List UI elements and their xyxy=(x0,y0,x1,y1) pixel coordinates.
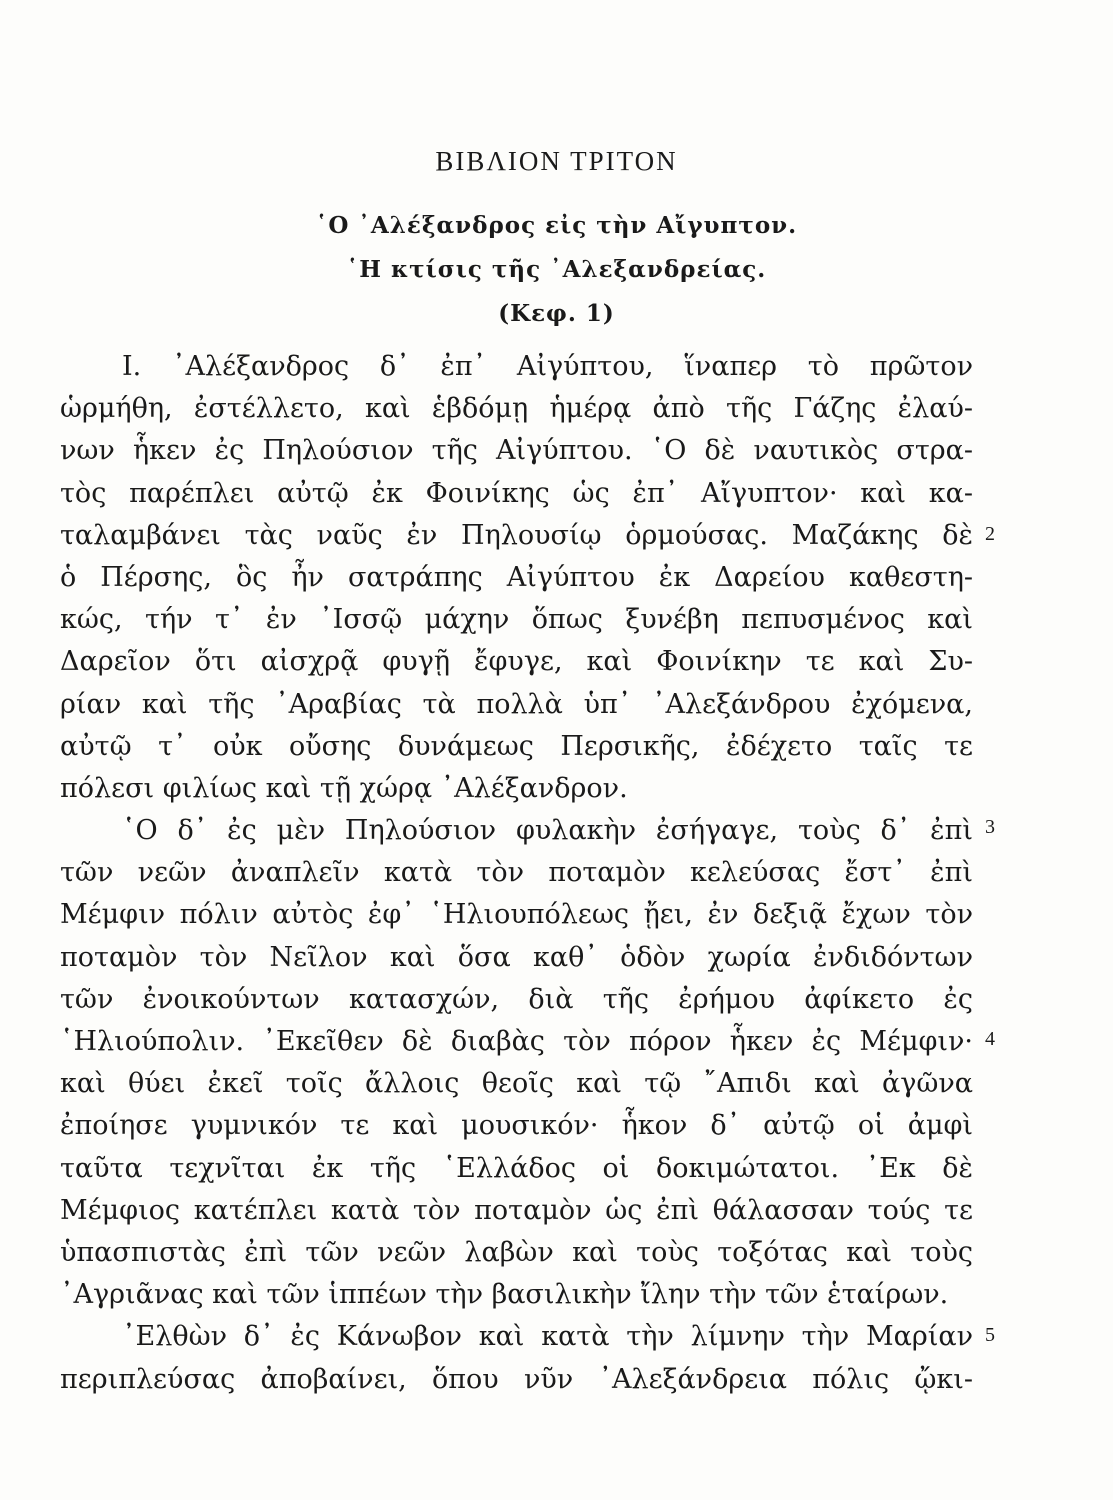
text-line: ποταμὸν τὸν Νεῖλον καὶ ὅσα καθ᾿ ὁδὸν χωρία ἐνδιδόντων xyxy=(60,941,973,973)
text-line: καὶ θύει ἐκεῖ τοῖς ἄλλοις θεοῖς καὶ τῷ ῎Απιδι καὶ ἀγῶνα xyxy=(60,1068,973,1100)
chapter-heading: ῾Ο ᾿Αλέξανδρος εἰς τὴν Αἴγυπτον. xyxy=(315,212,798,239)
section-number: 2 xyxy=(985,523,995,545)
text-line: ὑπασπιστὰς ἐπὶ τῶν νεῶν λαβὼν καὶ τοὺς τοξότας καὶ τοὺς xyxy=(60,1236,973,1268)
section-number: 4 xyxy=(985,1028,995,1050)
section-number: 3 xyxy=(985,816,995,838)
text-line: ὁ Πέρσης, ὃς ἦν σατράπης Αἰγύπτου ἐκ Δαρείου καθεστη- xyxy=(60,561,973,593)
text-line: νων ἧκεν ἐς Πηλούσιον τῆς Αἰγύπτου. ῾Ο δὲ ναυτικὸς στρα- xyxy=(60,435,973,467)
text-line: ὡρμήθη, ἐστέλλετο, καὶ ἑβδόμῃ ἡμέρᾳ ἀπὸ τῆς Γάζης ἐλαύ- xyxy=(60,393,973,425)
text-line: αὐτῷ τ᾿ οὐκ οὔσης δυνάμεως Περσικῆς, ἐδέχετο ταῖς τε xyxy=(60,730,973,762)
text-line: τὸς παρέπλει αὐτῷ ἐκ Φοινίκης ὡς ἐπ᾿ Αἴγυπτον· καὶ κα- xyxy=(60,477,973,509)
text-line: Δαρεῖον ὅτι αἰσχρᾷ φυγῇ ἔφυγε, καὶ Φοινίκην τε καὶ Συ- xyxy=(60,646,973,678)
text-line: πόλεσι φιλίως καὶ τῇ χώρᾳ ᾿Αλέξανδρον. xyxy=(60,772,628,804)
text-line: ῾Ηλιούπολιν. ᾿Εκεῖθεν δὲ διαβὰς τὸν πόρον ἧκεν ἐς Μέμφιν· xyxy=(60,1026,973,1057)
body-text xyxy=(60,346,973,1401)
text-line: τῶν νεῶν ἀναπλεῖν κατὰ τὸν ποταμὸν κελεύσας ἔστ᾿ ἐπὶ xyxy=(60,857,973,889)
section-number: 5 xyxy=(985,1324,995,1346)
text-line: Μέμφιν πόλιν αὐτὸς ἐφ᾿ ῾Ηλιουπόλεως ᾔει, ἐν δεξιᾷ ἔχων τὸν xyxy=(60,899,973,931)
chapter-reference: (Κεφ. 1) xyxy=(498,300,615,327)
text-line: ταλαμβάνει τὰς ναῦς ἐν Πηλουσίῳ ὁρμούσας. Μαζάκης δὲ xyxy=(60,519,973,551)
text-line: ᾿Ελθὼν δ᾿ ἐς Κάνωβον καὶ κατὰ τὴν λίμνην τὴν Μαρίαν xyxy=(122,1321,973,1353)
text-line: Μέμφιος κατέπλει κατὰ τὸν ποταμὸν ὡς ἐπὶ θάλασσαν τούς τε xyxy=(60,1194,973,1226)
chapter-subheading: ῾Η κτίσις τῆς ᾿Αλεξανδρείας. xyxy=(346,256,767,283)
text-line: Ι. ᾿Αλέξανδρος δ᾿ ἐπ᾿ Αἰγύπτου, ἵναπερ τὸ πρῶτον xyxy=(122,351,973,382)
text-line: περιπλεύσας ἀποβαίνει, ὅπου νῦν ᾿Αλεξάνδρεια πόλις ᾤκι- xyxy=(60,1363,973,1395)
text-line: ταῦτα τεχνῖται ἐκ τῆς ῾Ελλάδος οἱ δοκιμώτατοι. ᾿Εκ δὲ xyxy=(60,1152,973,1184)
text-line: κώς, τήν τ᾿ ἐν ᾿Ισσῷ μάχην ὅπως ξυνέβη πεπυσμένος καὶ xyxy=(60,604,973,636)
text-line: τῶν ἐνοικούντων κατασχών, διὰ τῆς ἐρήμου ἀφίκετο ἐς xyxy=(60,983,973,1015)
book-title: ΒΙΒΛΙΟΝ ΤΡΙΤΟΝ xyxy=(435,146,678,176)
text-line: ἐποίησε γυμνικόν τε καὶ μουσικόν· ἧκον δ᾿ αὐτῷ οἱ ἀμφὶ xyxy=(60,1110,973,1142)
text-line: ῾Ο δ᾿ ἐς μὲν Πηλούσιον φυλακὴν ἐσήγαγε, τοὺς δ᾿ ἐπὶ xyxy=(122,815,973,847)
text-line: ρίαν καὶ τῆς ᾿Αραβίας τὰ πολλὰ ὑπ᾿ ᾿Αλεξάνδρου ἐχόμενα, xyxy=(60,688,973,720)
text-line: ᾿Αγριᾶνας καὶ τῶν ἱππέων τὴν βασιλικὴν ἴλην τὴν τῶν ἑταίρων. xyxy=(60,1279,949,1311)
